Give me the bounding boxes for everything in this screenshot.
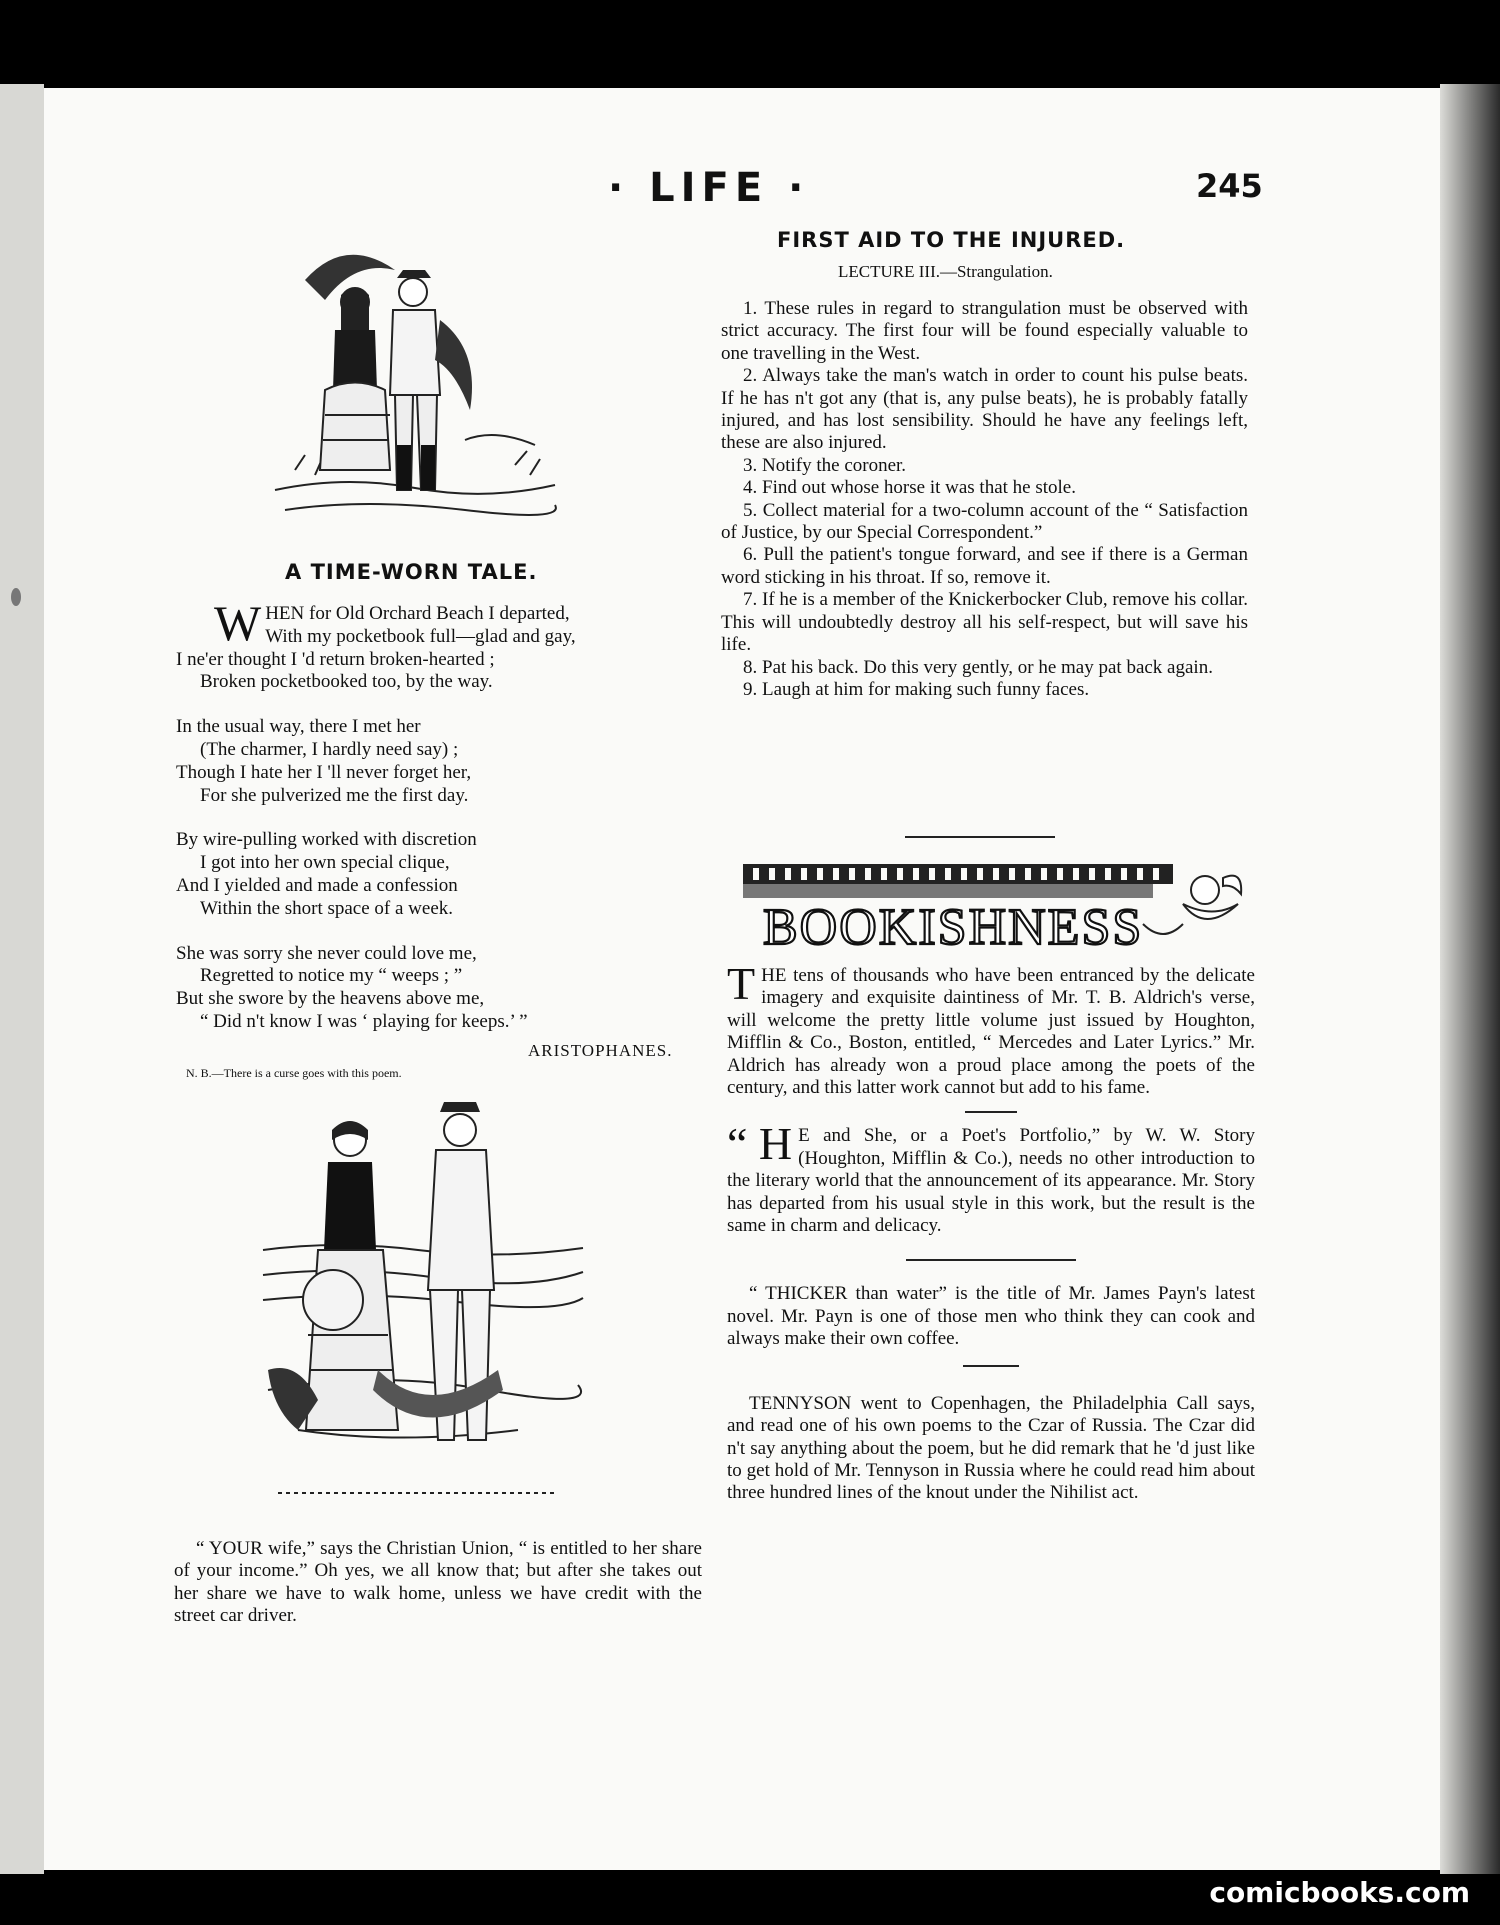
watermark: comicbooks.com [1209, 1876, 1470, 1909]
poem-line: With my pocketbook full—glad and gay, [265, 625, 576, 647]
poem-line: Broken pocketbooked too, by the way. [200, 671, 493, 693]
rule-item: 4. Find out whose horse it was that he stole. [743, 477, 1076, 499]
poem-signature: ARISTOPHANES. [528, 1041, 673, 1060]
paragraph-text: E and She, or a Poet's Portfolio,” by W. W. Story (Houghton, Mifflin & Co.), needs no other introduction to the literary world that the announcement of its appearance. Mr. Story has departed from his usual style in this work, but the result is the same in charm and delicacy. [727, 1125, 1255, 1237]
couple-umbrella-illustration [265, 240, 565, 530]
poem-line: “ Did n't know I was ‘ playing for keeps.’ ” [200, 1010, 528, 1032]
poem-stanza [176, 942, 714, 1034]
poem-line: For she pulverized me the first day. [200, 784, 469, 806]
poem-line: And I yielded and made a confession [176, 874, 458, 896]
rule-item: 7. If he is a member of the Knickerbocker Club, remove his collar. This will undoubtedly destroy all his self-respect, but will save his life. [721, 589, 1248, 656]
binding-hole [11, 588, 21, 606]
poem-line: Though I hate her I 'll never forget her, [176, 761, 472, 783]
poem-line: HEN for Old Orchard Beach I departed, [265, 603, 570, 624]
book-review-payn: “ THICKER than water” is the title of Mr. James Payn's latest novel. Mr. Payn is one of those men who think they can cook and always make their own coffee. [727, 1283, 1255, 1350]
poem-line: (The charmer, I hardly need say) ; [200, 738, 459, 760]
rule-item: 2. Always take the man's watch in order to count his pulse beats. If he has n't got any (that is, any pulse beats), he is probably fatally injured, and has lost sensibility. Should he have any feelings left, these are also injured. [721, 365, 1248, 454]
section-divider [906, 1259, 1076, 1261]
poem-line: But she swore by the heavens above me, [176, 988, 485, 1010]
masthead [0, 165, 1500, 215]
poem [176, 595, 714, 1056]
poem-line: Within the short space of a week. [200, 897, 454, 919]
page-edge-left [0, 84, 44, 1874]
couple-beach-illustration [258, 1100, 588, 1500]
poem-line: I got into her own special clique, [200, 852, 450, 874]
section-divider [905, 836, 1055, 838]
lecture-subtitle: LECTURE III.—Strangulation. [838, 262, 1053, 281]
poem-stanza [176, 829, 714, 920]
bookishness-banner [743, 864, 1243, 952]
poem-line: By wire-pulling worked with discretion [176, 829, 477, 851]
paragraph-text: “ YOUR wife,” says the Christian Union, “ is entitled to her share of your income.” Oh yes, we all know that; but after she takes out her share we have to walk home, unless we have credit with the street car driver. [174, 1538, 702, 1627]
rule-item: 3. Notify the coroner. [743, 454, 907, 476]
book-review-story [727, 1118, 1255, 1237]
poem-stanza [176, 716, 714, 807]
svg-text:BOOKISHNESS: BOOKISHNESS [763, 899, 1144, 952]
tennyson-paragraph: TENNYSON went to Copenhagen, the Philadelphia Call says, and read one of his own poems to the Czar of Russia. The Czar did n't say anything about the poem, but he did remark that he 'd just like to get hold of Mr. Tennyson in Russia where he could read him about three hundred lines of the knout under the Nihilist act. [727, 1392, 1255, 1504]
page-edge-right [1440, 84, 1500, 1874]
poem-line: She was sorry she never could love me, [176, 942, 477, 964]
page-number: 245 [1196, 167, 1263, 205]
poem-note: N. B.—There is a curse goes with this poem. [186, 1066, 402, 1080]
dropcap: “ H [727, 1118, 793, 1170]
article-title: FIRST AID TO THE INJURED. [777, 228, 1126, 252]
bookishness-column [727, 958, 1255, 1505]
poem-line: In the usual way, there I met her [176, 716, 421, 738]
section-divider [965, 1111, 1017, 1113]
rule-item: 1. These rules in regard to strangulation must be observed with strict accuracy. The first four will be found especially valuable to one travelling in the West. [721, 298, 1248, 364]
rule-item: 5. Collect material for a two-column account of the “ Satisfaction of Justice, by our Special Correspondent.” [721, 499, 1248, 544]
dropcap: T [727, 958, 756, 1009]
poem-title: A TIME-WORN TALE. [285, 560, 538, 584]
poem-line: I ne'er thought I 'd return broken-hearted ; [176, 648, 495, 670]
poem-line: Regretted to notice my “ weeps ; ” [200, 965, 463, 987]
christian-union-paragraph [174, 1538, 702, 1628]
rule-item: 6. Pull the patient's tongue forward, and see if there is a German word sticking in his throat. If so, remove it. [721, 544, 1248, 588]
rule-item: 8. Pat his back. Do this very gently, or he may pat back again. [743, 656, 1213, 678]
paragraph-text: HE tens of thousands who have been entranced by the delicate imagery and exquisite daintiness of Mr. T. B. Aldrich's verse, will welcome the pretty little volume just issued by Houghton, Mifflin & Co., Boston, entitled, “ Mercedes and Later Lyrics.” Mr. Aldrich has already won a proud place among the poets of the century, and this latter work cannot but add to his fame. [727, 965, 1255, 1099]
section-divider [963, 1365, 1019, 1367]
first-aid-rules [721, 298, 1248, 701]
poem-dropcap: W [214, 595, 262, 651]
book-review-aldrich [727, 958, 1255, 1099]
magazine-title: · LIFE · [608, 165, 810, 211]
rule-item: 9. Laugh at him for making such funny faces. [743, 678, 1090, 700]
poem-stanza [176, 595, 714, 694]
